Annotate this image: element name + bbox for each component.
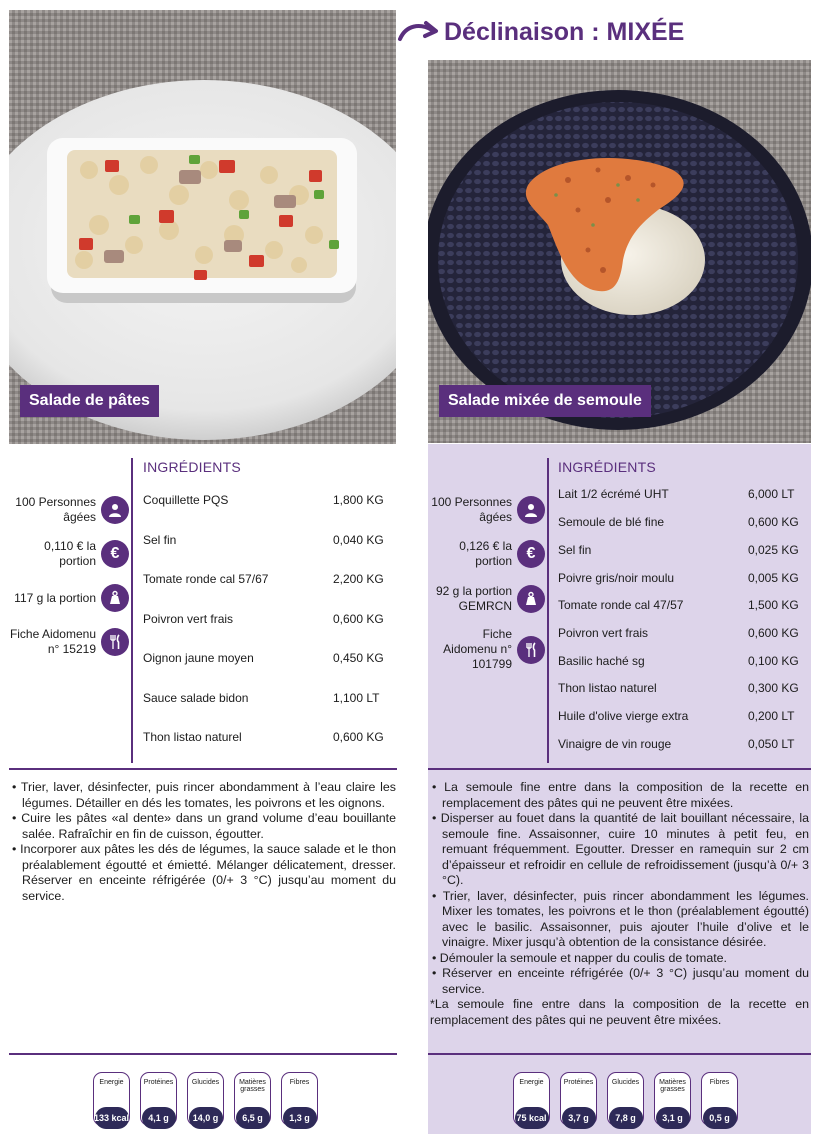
info-portions-mixed bbox=[428, 495, 545, 525]
ingredient-quantity: 0,600 KG bbox=[333, 730, 384, 744]
info-weight-mixed bbox=[428, 584, 545, 614]
ingredient-quantity: 0,450 KG bbox=[333, 651, 384, 665]
ingredient-row bbox=[143, 612, 393, 626]
nutrition-label: Protéines bbox=[563, 1079, 594, 1086]
ingredient-name: Sel fin bbox=[558, 543, 592, 557]
ingredients-title: INGRÉDIENTS bbox=[143, 459, 241, 475]
ingredient-quantity: 2,200 KG bbox=[333, 572, 384, 586]
cutlery-icon bbox=[101, 628, 129, 656]
info-weight-mixed-text: 92 g la portion GEMRCN bbox=[435, 584, 512, 613]
nutrition-label: Matières grasses bbox=[659, 1079, 686, 1093]
nutrition-value: 3,7 g bbox=[562, 1107, 596, 1129]
curved-arrow-icon bbox=[396, 17, 442, 47]
scale-icon bbox=[517, 585, 545, 613]
info-cost bbox=[8, 539, 129, 569]
nutrition-value: 14,0 g bbox=[189, 1107, 223, 1129]
header-title-strong: MIXÉE bbox=[606, 17, 685, 46]
info-weight bbox=[8, 584, 129, 612]
info-aidomenu-mixed bbox=[428, 627, 545, 672]
ingredient-row bbox=[143, 572, 393, 586]
ingredient-name: Poivron vert frais bbox=[558, 626, 649, 640]
ingredient-name: Semoule de blé fine bbox=[558, 515, 665, 529]
ingredients-divider-mixed bbox=[547, 458, 549, 763]
nutrition-value: 4,1 g bbox=[142, 1107, 176, 1129]
ingredient-name: Thon listao naturel bbox=[558, 681, 657, 695]
ingredient-row bbox=[143, 691, 393, 705]
nutrition-value: 75 kcal bbox=[515, 1107, 549, 1129]
preparation-step: • Trier, laver, désinfecter, puis rincer abondamment les légumes. Mixer les tomates, les poivrons et le thon (préalablement égoutté) avec le basilic. Assaisonner, puis ajouter l’huile d’olive et le vinaigre. Mixer jusqu’à obtention de la consistance désirée. bbox=[432, 888, 809, 949]
ingredient-quantity: 0,050 LT bbox=[748, 737, 795, 751]
ingredients-divider bbox=[131, 458, 133, 763]
ingredient-name: Sel fin bbox=[143, 533, 177, 547]
preparation-steps bbox=[10, 780, 396, 904]
ingredient-name: Tomate ronde cal 47/57 bbox=[558, 598, 684, 612]
nutrition-label: Energie bbox=[99, 1079, 124, 1086]
ingredient-row bbox=[558, 487, 808, 501]
ingredient-quantity: 0,040 KG bbox=[333, 533, 384, 547]
ingredient-row bbox=[143, 493, 393, 507]
nutrition-separator-mixed bbox=[428, 1053, 811, 1055]
semolina-note: *La semoule fine entre dans la composition de la recette en remplacement des pâtes qui ne peuvent être mixées. bbox=[430, 997, 809, 1027]
ingredient-name: Sauce salade bidon bbox=[143, 691, 249, 705]
nutrition-label: Fibres bbox=[289, 1079, 310, 1086]
pasta-salad-illustration bbox=[9, 10, 396, 444]
ingredient-name: Tomate ronde cal 57/67 bbox=[143, 572, 269, 586]
ingredient-row bbox=[558, 709, 808, 723]
euro-icon: € bbox=[517, 540, 545, 568]
header-title-prefix: Déclinaison : bbox=[444, 17, 607, 46]
ingredient-name: Poivron vert frais bbox=[143, 612, 234, 626]
semolina-mousse-photo bbox=[428, 60, 811, 443]
photo-label-pasta-salad: Salade de pâtes bbox=[20, 385, 159, 417]
info-aidomenu bbox=[8, 627, 129, 657]
info-portions-text: 100 Personnes âgées bbox=[15, 495, 96, 524]
info-portions-mixed-text: 100 Personnes âgées bbox=[431, 495, 512, 524]
ingredient-row bbox=[558, 681, 808, 695]
ingredient-row bbox=[558, 654, 808, 668]
ingredient-quantity: 0,025 KG bbox=[748, 543, 799, 557]
ingredient-quantity: 1,500 KG bbox=[748, 598, 799, 612]
preparation-step: • Disperser au fouet dans la quantité de lait bouillant nécessaire, la semoule fine. Assaisonner, cuire 10 minutes à petit feu, en remuant fréquemment. Egoutter. Dresser en ramequin sur 2 cm d’épaisseur et refroidir en cellule de refroidissement (jusqu’à 0/+ 3 °C). bbox=[432, 811, 809, 887]
ingredient-quantity: 0,100 KG bbox=[748, 654, 799, 668]
nutrition-energy bbox=[93, 1072, 130, 1126]
nutrition-value: 3,1 g bbox=[656, 1107, 690, 1129]
nutrition-separator bbox=[9, 1053, 397, 1055]
person-icon bbox=[101, 496, 129, 524]
nutrition-fat bbox=[654, 1072, 691, 1126]
ingredient-name: Basilic haché sg bbox=[558, 654, 645, 668]
ingredients-title-mixed: INGRÉDIENTS bbox=[558, 459, 656, 475]
ingredient-row bbox=[143, 533, 393, 547]
info-cost-mixed-text: 0,126 € la portion bbox=[459, 539, 512, 568]
cutlery-icon bbox=[517, 636, 545, 664]
info-cost-text: 0,110 € la portion bbox=[44, 539, 96, 568]
person-icon bbox=[517, 496, 545, 524]
header-title bbox=[444, 18, 684, 47]
ingredient-quantity: 0,600 KG bbox=[333, 612, 384, 626]
nutrition-facts bbox=[93, 1072, 328, 1126]
ingredient-quantity: 1,100 LT bbox=[333, 691, 380, 705]
pasta-salad-photo bbox=[9, 10, 396, 444]
nutrition-label: Glucides bbox=[191, 1079, 220, 1086]
ingredient-name: Oignon jaune moyen bbox=[143, 651, 254, 665]
ingredient-quantity: 0,200 LT bbox=[748, 709, 795, 723]
preparation-steps-mixed bbox=[430, 780, 809, 1028]
ingredient-quantity: 0,600 KG bbox=[748, 626, 799, 640]
nutrition-carbs bbox=[187, 1072, 224, 1126]
section-separator bbox=[9, 768, 397, 770]
ingredient-row bbox=[143, 651, 393, 665]
ingredient-row bbox=[558, 598, 808, 612]
recipe-variant-header bbox=[396, 14, 796, 50]
ingredient-row bbox=[558, 737, 808, 751]
ingredient-quantity: 0,600 KG bbox=[748, 515, 799, 529]
info-portions bbox=[8, 495, 129, 525]
preparation-step: • La semoule fine entre dans la composition de la recette en remplacement des pâtes qui ne peuvent être mixées. bbox=[432, 780, 809, 810]
preparation-step: • Démouler la semoule et napper du coulis de tomate. bbox=[432, 950, 727, 965]
info-aidomenu-mixed-text: Fiche Aidomenu n° 101799 bbox=[443, 627, 512, 671]
ingredient-name: Poivre gris/noir moulu bbox=[558, 571, 675, 585]
nutrition-value: 1,3 g bbox=[283, 1107, 317, 1129]
nutrition-label: Glucides bbox=[611, 1079, 640, 1086]
preparation-step: • Incorporer aux pâtes les dés de légumes, la sauce salade et le thon préalablement égoutté et émietté. Mélanger délicatement, dresser. Réserver en enceinte réfrigérée (0/+ 3 °C) jusqu’au moment du service. bbox=[12, 842, 396, 903]
nutrition-energy bbox=[513, 1072, 550, 1126]
ingredient-name: Lait 1/2 écrémé UHT bbox=[558, 487, 669, 501]
nutrition-value: 133 kcal bbox=[95, 1107, 129, 1129]
ingredient-row bbox=[558, 515, 808, 529]
preparation-step: • Trier, laver, désinfecter, puis rincer abondamment à l’eau claire les légumes. Détailler en dés les tomates, les poivrons et les oignons. bbox=[12, 780, 396, 810]
info-cost-mixed bbox=[428, 539, 545, 569]
section-separator-mixed bbox=[428, 768, 811, 770]
preparation-step: • Réserver en enceinte réfrigérée (0/+ 3 °C) jusqu’au moment du service. bbox=[432, 966, 809, 996]
scale-icon bbox=[101, 584, 129, 612]
ingredient-quantity: 0,300 KG bbox=[748, 681, 799, 695]
nutrition-carbs bbox=[607, 1072, 644, 1126]
nutrition-proteins bbox=[140, 1072, 177, 1126]
nutrition-label: Fibres bbox=[709, 1079, 730, 1086]
ingredient-quantity: 6,000 LT bbox=[748, 487, 795, 501]
nutrition-value: 7,8 g bbox=[609, 1107, 643, 1129]
nutrition-label: Protéines bbox=[143, 1079, 174, 1086]
nutrition-fat bbox=[234, 1072, 271, 1126]
euro-icon: € bbox=[101, 540, 129, 568]
nutrition-fiber bbox=[701, 1072, 738, 1126]
nutrition-label: Matières grasses bbox=[239, 1079, 266, 1093]
ingredient-quantity: 0,005 KG bbox=[748, 571, 799, 585]
ingredient-row bbox=[558, 571, 808, 585]
ingredient-name: Coquillette PQS bbox=[143, 493, 229, 507]
info-aidomenu-text: Fiche Aidomenu n° 15219 bbox=[9, 627, 96, 656]
preparation-step: • Cuire les pâtes «al dente» dans un grand volume d’eau bouillante salée. Rafraîchir en fin de cuisson, égoutter. bbox=[12, 811, 396, 841]
ingredient-row bbox=[143, 730, 393, 744]
ingredient-name: Huile d'olive vierge extra bbox=[558, 709, 689, 723]
nutrition-label: Energie bbox=[519, 1079, 544, 1086]
info-weight-text: 117 g la portion bbox=[14, 590, 96, 605]
ingredient-row bbox=[558, 543, 808, 557]
nutrition-value: 0,5 g bbox=[703, 1107, 737, 1129]
ingredient-name: Thon listao naturel bbox=[143, 730, 242, 744]
ingredient-row bbox=[558, 626, 808, 640]
ingredient-name: Vinaigre de vin rouge bbox=[558, 737, 672, 751]
ingredient-quantity: 1,800 KG bbox=[333, 493, 384, 507]
nutrition-facts-mixed bbox=[513, 1072, 748, 1126]
nutrition-proteins bbox=[560, 1072, 597, 1126]
nutrition-fiber bbox=[281, 1072, 318, 1126]
nutrition-value: 6,5 g bbox=[236, 1107, 270, 1129]
photo-label-semolina-mousse: Salade mixée de semoule bbox=[439, 385, 651, 417]
